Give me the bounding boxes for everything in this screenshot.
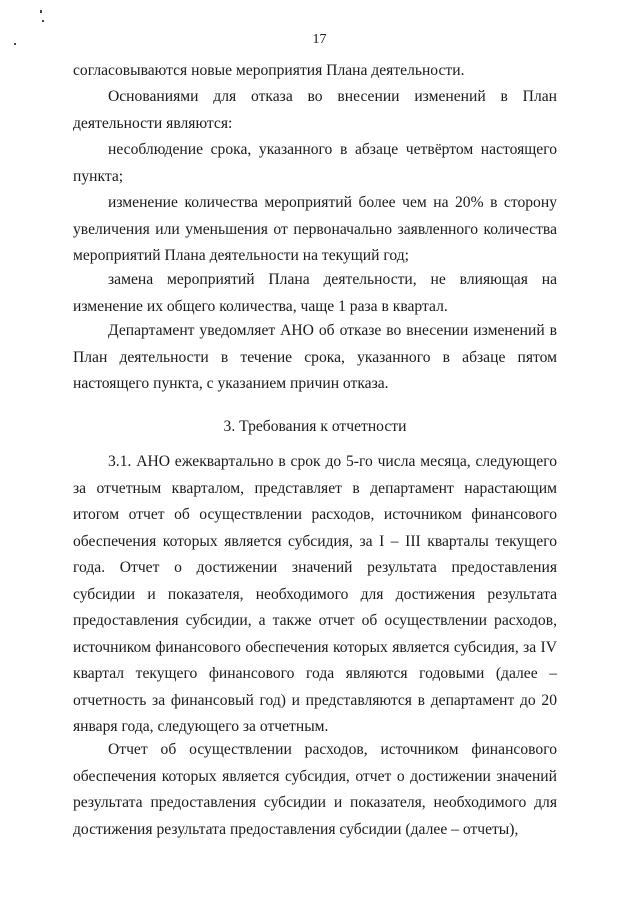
paragraph-reports: Отчет об осуществлении расходов, источником финансового обеспечения которых является субсидия, отчет о достижении значений результата предоставления субсидии и показателя, необходимого для достижения результата предоставления субсидии (далее – отчеты), [73, 741, 557, 838]
page-number: 17 [312, 32, 327, 47]
paragraph-3-1: 3.1. АНО ежеквартально в срок до 5-го числа месяца, следующего за отчетным кварталом, представляет в департамент нарастающим итогом отчет об осуществлении расходов, источником финансового обеспечения которых является субсидия, за I – III кварталы текущего года. Отчет о достижении значений результата предоставления субсидии и показателя, необходимого для достижения результата предоставления субсидии, а также отчет об осуществлении расходов, источником финансового обеспечения которых является субсидия, за IV квартал текущего финансового года являются годовыми (далее – отчетность за финансовый год) и представляются в департамент до 20 января года, следующего за отчетным. [73, 453, 557, 735]
paragraph-department-notice: Департамент уведомляет АНО об отказе во внесении изменений в План деятельности в течение срока, указанного в абзаце пятом настоящего пункта, с указанием причин отказа. [73, 322, 557, 392]
paragraph-replacement: замена мероприятий Плана деятельности, не влияющая на изменение их общего количества, чаще 1 раза в квартал. [73, 271, 557, 315]
paragraph-quantity-change: изменение количества мероприятий более чем на 20% в сторону увеличения или уменьшения от первоначально заявленного количества мероприятий Плана деятельности на текущий год; [73, 194, 557, 264]
scan-mark-middle [42, 20, 44, 22]
section-heading: 3. Требования к отчетности [223, 418, 407, 435]
paragraph-continuation: согласовываются новые мероприятия Плана деятельности. [73, 62, 465, 79]
paragraph-refusal-grounds: Основаниями для отказа во внесении изменений в План деятельности являются: [73, 88, 557, 132]
scan-mark-top [40, 10, 42, 13]
paragraph-deadline-violation: несоблюдение срока, указанного в абзаце четвёртом настоящего пункта; [73, 141, 557, 185]
